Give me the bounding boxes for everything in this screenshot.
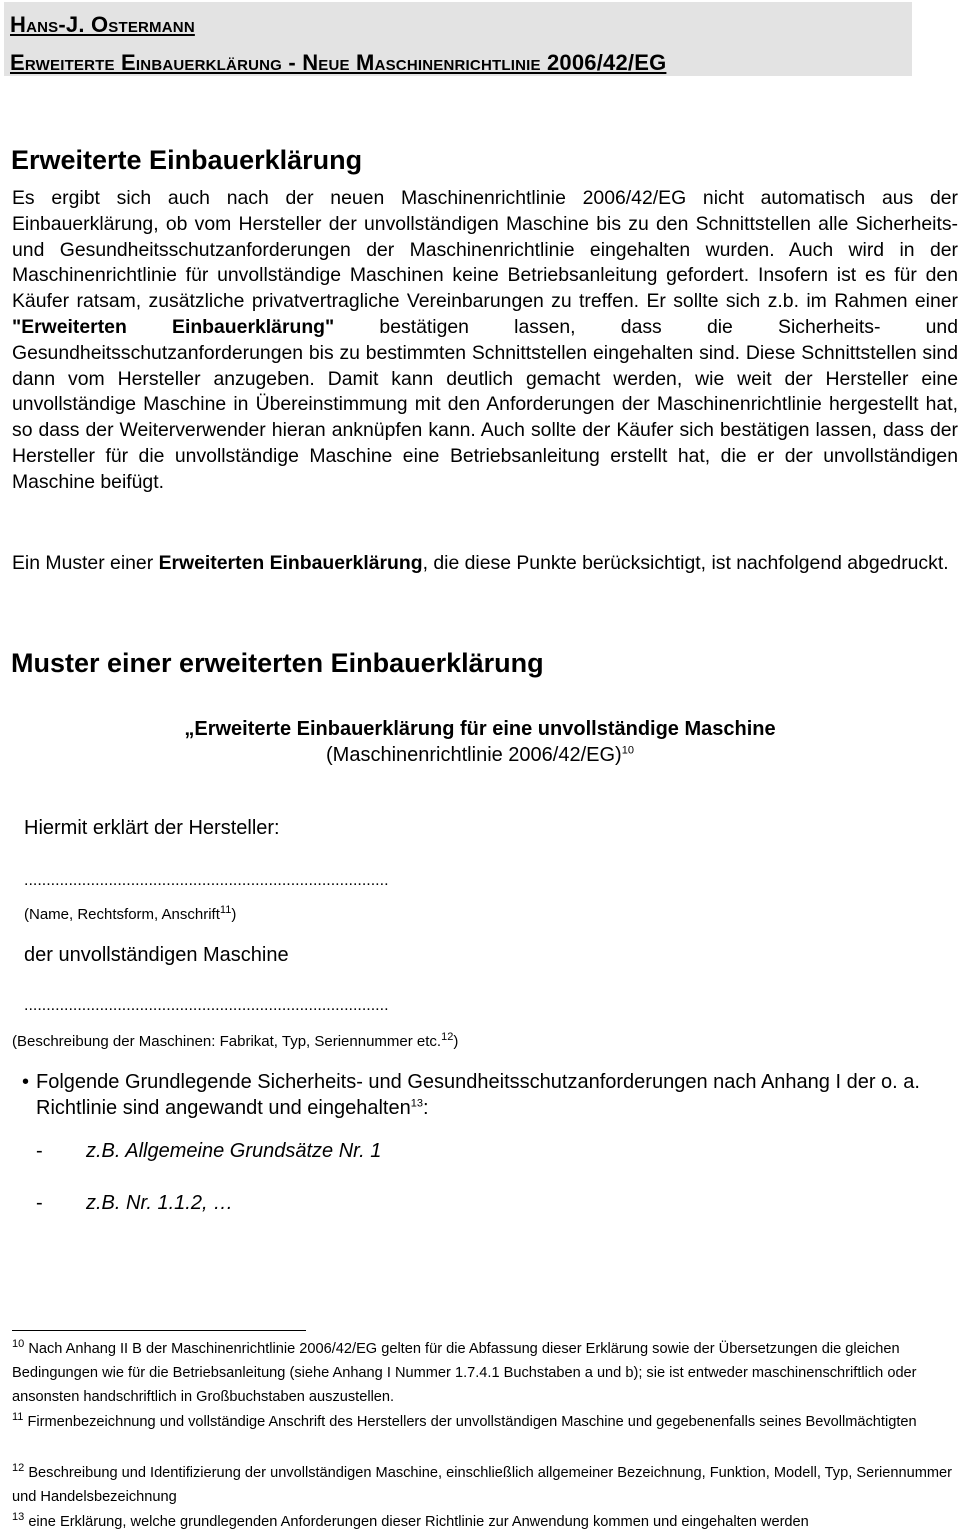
- description-label-close: ): [453, 1033, 459, 1050]
- footnote-text: Firmenbezeichnung und vollständige Anschrift des Herstellers der unvollständigen Maschine und gegebenenfalls seines Bevollmächtigten: [27, 1414, 917, 1430]
- footnote-text: Beschreibung und Identifizierung der unvollständigen Maschine, einschließlich allgemeiner Bezeichnung, Funktion, Modell, Typ, Seriennummer und Handelsbezeichnung: [12, 1465, 953, 1505]
- paragraph-intro-text-a: Es ergibt sich auch nach der neuen Maschinenrichtlinie 2006/42/EG nicht automatisch aus der Einbauerklärung, ob vom Hersteller der unvollständigen Maschine bis zu den Schnittstellen alle Sicherheits- und Gesundheitsschutzanforderungen der Maschinenrichtlinie eingehalten wurden. Auch wird in der Maschinenrichtlinie für unvollständige Maschinen keine Betriebsanleitung gefordert. Insofern ist es für den Käufer ratsam, zusätzliche privatvertragliche Vereinbarungen zu treffen. Er sollte sich z.b. im Rahmen einer: [12, 187, 958, 313]
- dash-marker: -: [36, 1140, 43, 1162]
- section-title-muster: Muster einer erweiterten Einbauerklärung: [11, 648, 544, 678]
- bullet-requirements-main: Folgende Grundlegende Sicherheits- und Gesundheitsschutzanforderungen nach Anhang I der o. a. Richtlinie sind angewandt und eingehalten: [36, 1071, 920, 1119]
- header-title: Erweiterte Einbauerklärung - Neue Maschinenrichtlinie 2006/42/EG: [10, 50, 667, 75]
- footnote-ref-10: 10: [621, 744, 634, 757]
- paragraph-intro: [12, 186, 958, 496]
- header-author: Hans-J. Ostermann: [10, 12, 195, 37]
- bullet-requirements-tail: :: [422, 1097, 429, 1119]
- footnote-number: 11: [12, 1411, 24, 1424]
- footnote-separator: [12, 1330, 306, 1331]
- list-item-grundsaetze-text: z.B. Allgemeine Grundsätze Nr. 1: [86, 1140, 382, 1162]
- list-item-nr: [36, 1192, 233, 1215]
- fill-line-machine: ..................................................................................: [24, 997, 389, 1014]
- footnote-number: 13: [12, 1511, 25, 1524]
- paragraph-muster-text-a: Ein Muster einer: [12, 552, 159, 574]
- footnote-ref-13: 13: [410, 1097, 423, 1110]
- fill-line-manufacturer: ..................................................................................: [24, 872, 389, 889]
- declaration-title: „Erweiterte Einbauerklärung für eine unvollständige Maschine: [184, 718, 776, 740]
- paragraph-muster-text-b: , die diese Punkte berücksichtigt, ist nachfolgend abgedruckt.: [422, 552, 949, 574]
- footnote-number: 10: [12, 1338, 25, 1351]
- bullet-dot-icon: •: [22, 1071, 30, 1093]
- footnote-number: 12: [12, 1462, 25, 1475]
- paragraph-intro-text-b: bestätigen lassen, dass die Sicherheits- und Gesundheitsschutzanforderungen bis zu bestimmten Schnittstellen eingehalten sind. Diese Schnittstellen sind dann vom Hersteller anzugeben. Damit kann deutlich gemacht werden, wie weit der Hersteller eine unvollständige Maschine in Übereinstimmung mit den Anforderungen der Maschinenrichtlinie hergestellt hat, so dass der Weiterverwender hieran anknüpfen kann. Auch sollte der Käufer sich bestätigen lassen, dass der Hersteller für die unvollständige Maschine eine Betriebsanleitung erstellt hat, die er der unvollständigen Maschine beifügt.: [12, 315, 958, 493]
- name-label-close: ): [231, 906, 237, 923]
- declaration-subtitle-text: (Maschinenrichtlinie 2006/42/EG): [326, 744, 622, 766]
- list-item-grundsaetze: [36, 1140, 381, 1163]
- footnote-11: [12, 1410, 958, 1434]
- footnote-12: [12, 1461, 958, 1509]
- footnote-ref-11: 11: [219, 904, 232, 916]
- section-title-erweiterte: Erweiterte Einbauerklärung: [11, 145, 363, 175]
- paragraph-muster-note: [12, 551, 958, 577]
- footnote-10: [12, 1337, 958, 1409]
- bullet-requirements: [22, 1069, 960, 1121]
- footnote-ref-12: 12: [441, 1031, 454, 1043]
- bullet-requirements-text: [36, 1069, 960, 1121]
- dash-marker: -: [36, 1192, 43, 1214]
- paragraph-intro-bold: "Erweiterten Einbauerklärung": [12, 315, 335, 338]
- declaration-heading: [0, 716, 960, 768]
- list-item-nr-text: z.B. Nr. 1.1.2, …: [86, 1192, 234, 1214]
- description-label-text: (Beschreibung der Maschinen: Fabrikat, Typ, Seriennummer etc.: [12, 1033, 442, 1050]
- footnote-text: eine Erklärung, welche grundlegenden Anforderungen dieser Richtlinie zur Anwendung kommen und eingehalten werden: [28, 1514, 809, 1530]
- footnote-text: Nach Anhang II B der Maschinenrichtlinie 2006/42/EG gelten für die Abfassung dieser Erklärung sowie der Übersetzungen die gleichen Bedingungen wie für die Betriebsanleitung (siehe Anhang I Nummer 1.7.4.1 Buchstaben a und b); sie ist entweder maschinenschriftlich oder ansonsten handschriftlich in Großbuchstaben auszustellen.: [12, 1341, 917, 1405]
- description-label: [12, 1033, 458, 1050]
- footnote-13: [12, 1510, 958, 1534]
- declares-line: Hiermit erklärt der Hersteller:: [24, 817, 280, 839]
- paragraph-muster-bold: Erweiterten Einbauerklärung: [158, 552, 423, 574]
- machine-line: der unvollständigen Maschine: [24, 944, 289, 966]
- name-label: [24, 906, 236, 923]
- name-label-text: (Name, Rechtsform, Anschrift: [24, 906, 220, 923]
- declaration-subtitle: [0, 742, 960, 768]
